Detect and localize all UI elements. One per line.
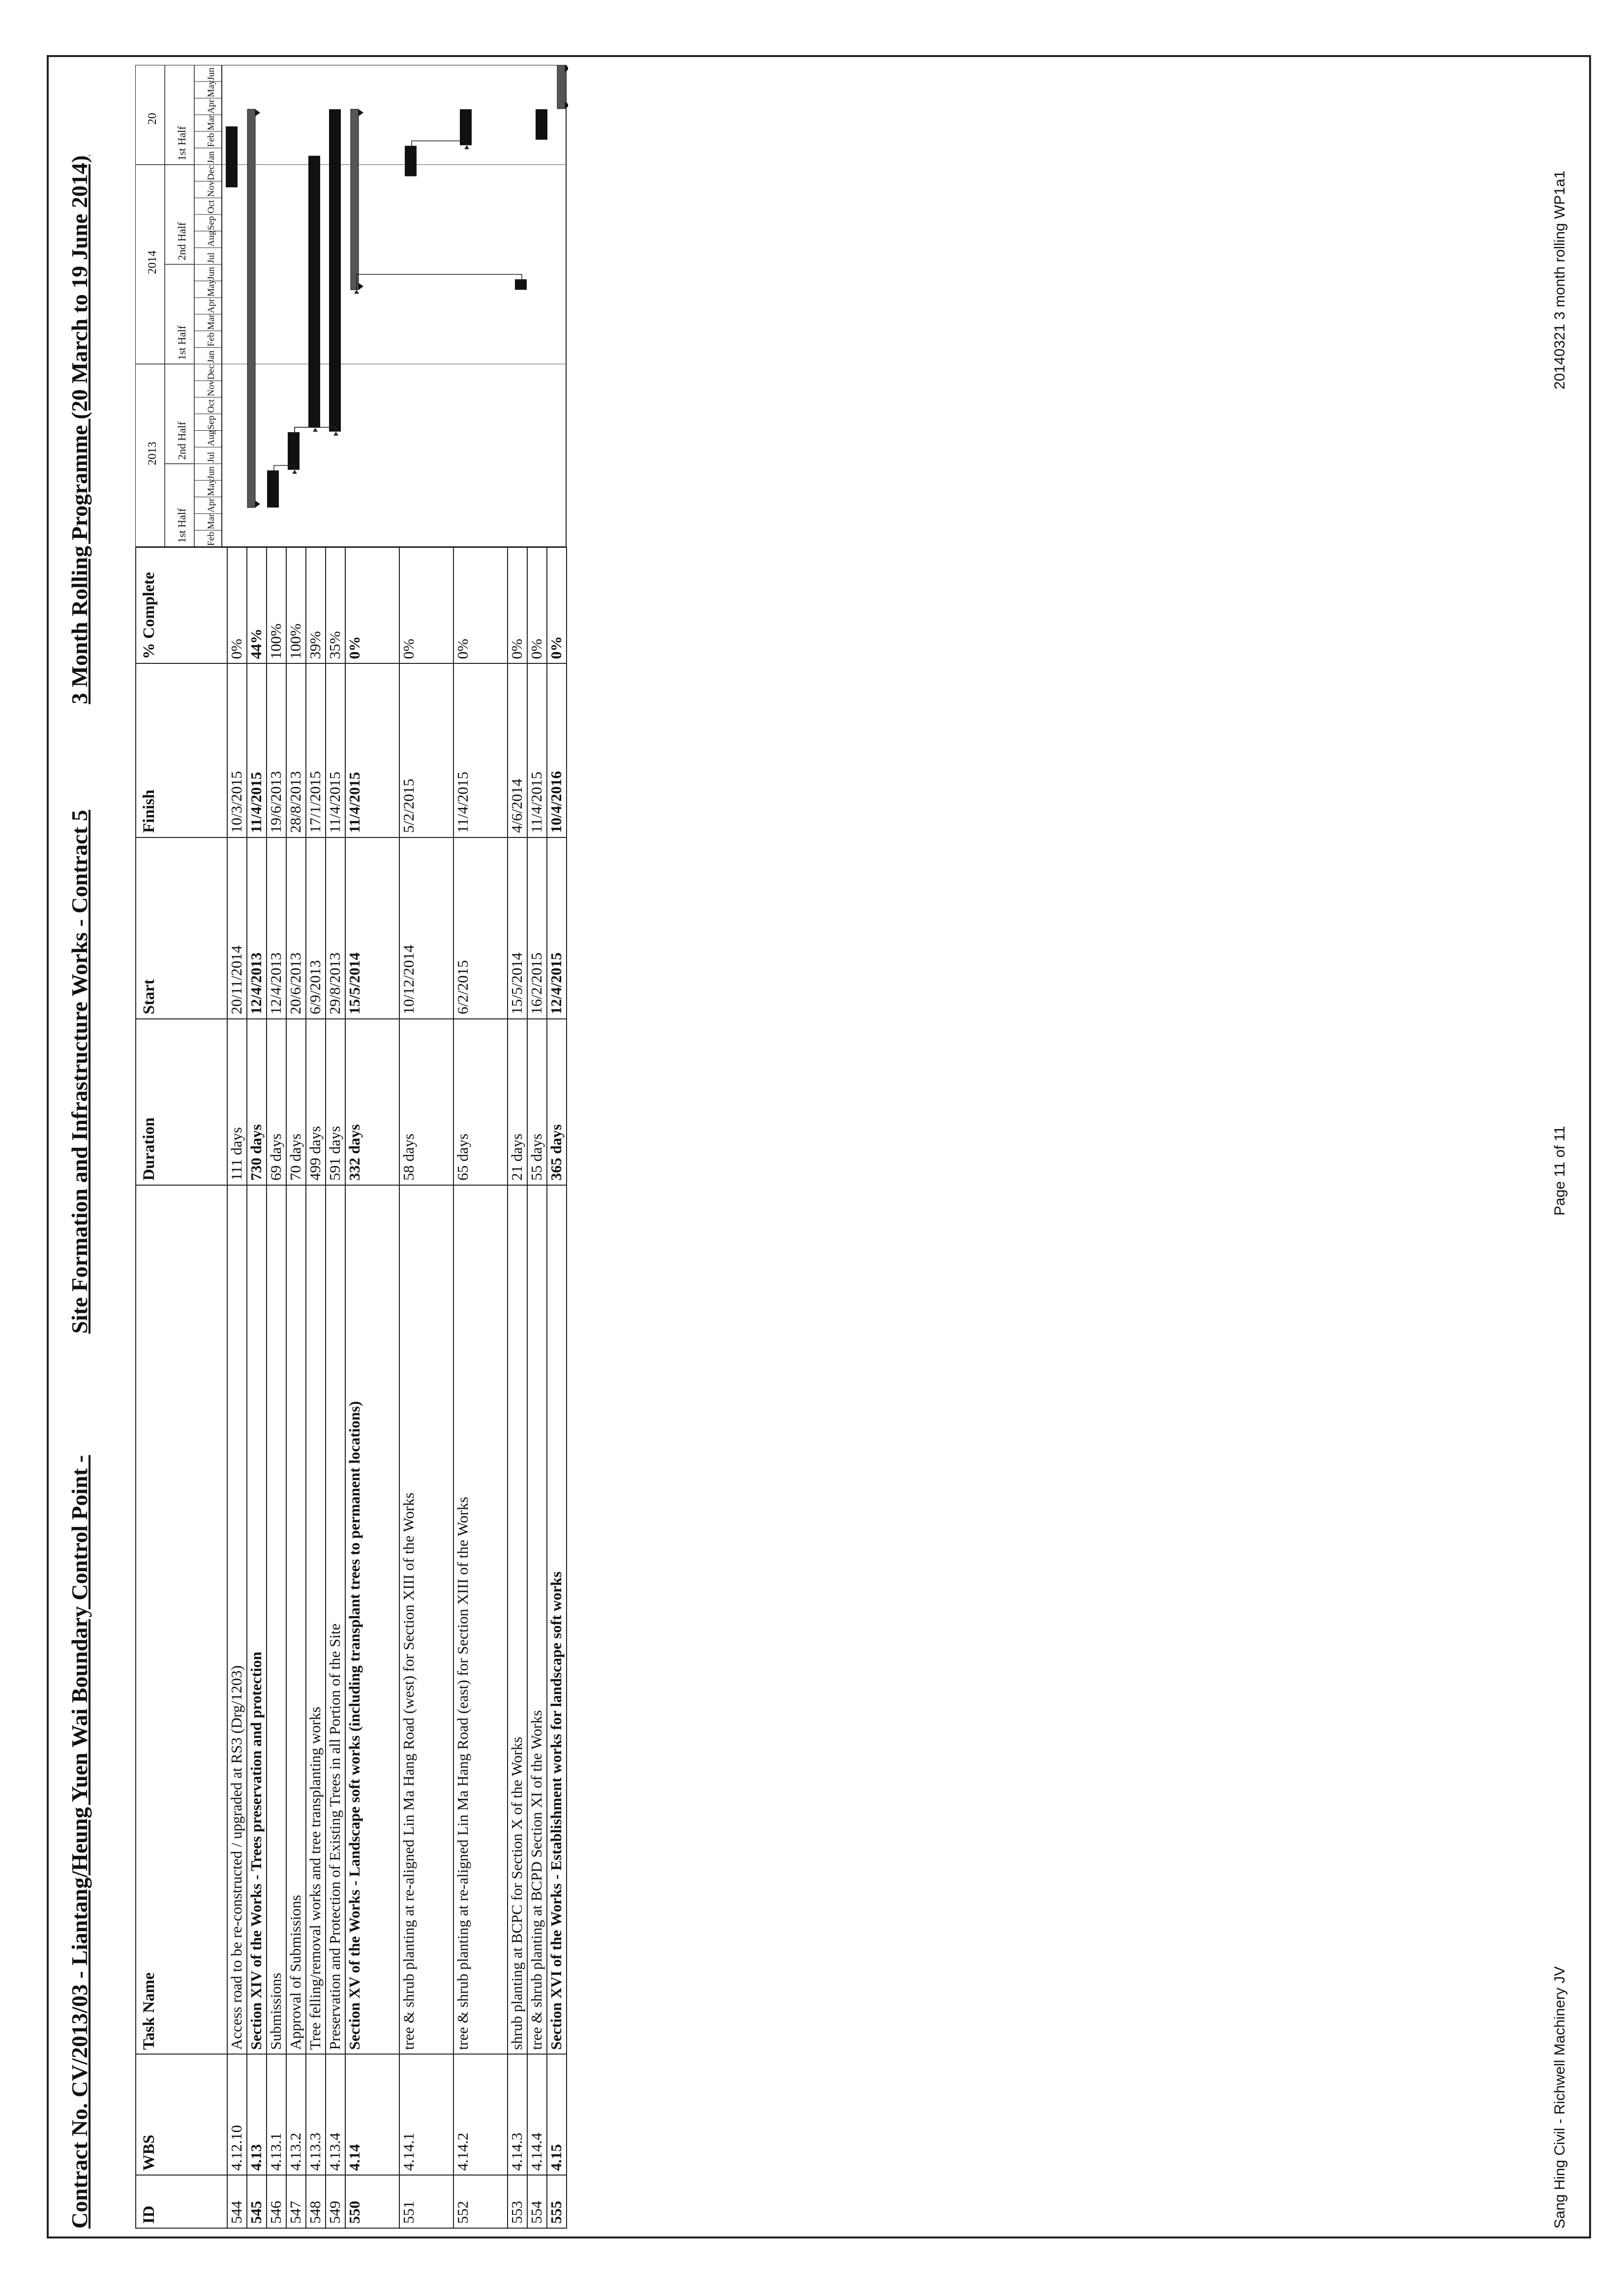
col-wbs: WBS — [136, 2054, 227, 2175]
month-label: Jun — [206, 67, 216, 81]
table-row — [267, 547, 286, 2228]
month-label: Jul — [206, 252, 216, 264]
task-bar — [329, 109, 341, 432]
cell-complete: 0% — [453, 547, 508, 663]
summary-start-marker — [255, 501, 260, 507]
cell-name: Section XVI of the Works - Establishment works for landscape soft works — [547, 1185, 567, 2055]
footer-page-number: Page 11 of 11 — [1552, 1126, 1568, 1216]
dependency-link — [295, 427, 315, 432]
month-label: Apr — [206, 298, 216, 313]
col-finish: Finish — [136, 663, 227, 837]
cell-duration: 730 days — [247, 1019, 267, 1185]
month-label: Dec — [206, 364, 216, 380]
cell-duration: 69 days — [267, 1019, 286, 1185]
dependency-link — [357, 274, 522, 290]
cell-name: tree & shrub planting at BCPD Section XI of the Works — [527, 1185, 547, 2055]
cell-wbs: 4.13.3 — [306, 2054, 326, 2175]
dependency-arrow — [313, 428, 318, 432]
task-table-body — [227, 547, 567, 2228]
cell-id: 550 — [345, 2175, 399, 2228]
cell-id: 545 — [247, 2175, 267, 2228]
month-label: Nov — [206, 380, 216, 396]
year-label: 2014 — [146, 250, 159, 274]
half-label: 1st Half — [176, 126, 188, 161]
dependency-arrow — [333, 432, 338, 436]
col-duration: Duration — [136, 1019, 227, 1185]
cell-wbs: 4.14.3 — [508, 2054, 527, 2175]
cell-wbs: 4.15 — [547, 2054, 567, 2175]
cell-complete: 0% — [527, 547, 547, 663]
task-bar — [267, 471, 279, 507]
col-start: Start — [136, 837, 227, 1019]
month-label: Feb — [206, 332, 216, 347]
cell-start: 16/2/2015 — [527, 837, 547, 1019]
cell-id: 546 — [267, 2175, 286, 2228]
cell-start: 20/6/2013 — [286, 837, 306, 1019]
cell-duration: 65 days — [453, 1019, 508, 1185]
cell-duration: 499 days — [306, 1019, 326, 1185]
cell-id: 547 — [286, 2175, 306, 2228]
month-label: May — [206, 478, 216, 496]
cell-finish: 11/4/2015 — [453, 663, 508, 837]
cell-start: 6/9/2013 — [306, 837, 326, 1019]
table-row — [453, 547, 508, 2228]
cell-name: Tree felling/removal works and tree transplanting works — [306, 1185, 326, 2055]
cell-complete: 39% — [306, 547, 326, 663]
month-label: Oct — [206, 200, 216, 214]
half-label: 1st Half — [176, 326, 188, 360]
month-label: Mar — [206, 314, 216, 330]
cell-wbs: 4.14 — [345, 2054, 399, 2175]
footer-company: Sang Hing Civil - Richwell Machinery JV — [1552, 1966, 1568, 2229]
table-row — [247, 547, 267, 2228]
gantt-chart — [135, 65, 568, 547]
cell-id: 554 — [527, 2175, 547, 2228]
cell-complete: 100% — [267, 547, 286, 663]
task-bar — [536, 109, 547, 140]
task-bar — [460, 109, 472, 145]
title-contract: Contract No. CV/2013/03 - Liantang/Heung Yuen Wai Boundary Control Point - — [67, 1455, 92, 2229]
cell-wbs: 4.14.4 — [527, 2054, 547, 2175]
task-bar — [288, 432, 300, 470]
cell-name: Submissions — [267, 1185, 286, 2055]
month-label: May — [206, 279, 216, 297]
cell-wbs: 4.14.1 — [399, 2054, 453, 2175]
cell-start: 12/4/2013 — [247, 837, 267, 1019]
cell-finish: 28/8/2013 — [286, 663, 306, 837]
half-label: 1st Half — [176, 508, 188, 543]
footer-file-name: 20140321 3 month rolling WP1a1 — [1552, 170, 1568, 389]
dependency-arrow — [464, 145, 469, 149]
cell-wbs: 4.14.2 — [453, 2054, 508, 2175]
summary-bar — [247, 109, 255, 507]
month-label: Aug — [206, 430, 216, 447]
cell-complete: 0% — [399, 547, 453, 663]
cell-duration: 58 days — [399, 1019, 453, 1185]
cell-duration: 332 days — [345, 1019, 399, 1185]
cell-wbs: 4.13.1 — [267, 2054, 286, 2175]
month-label: Sep — [206, 216, 216, 230]
task-table — [135, 547, 567, 2229]
cell-wbs: 4.12.10 — [227, 2054, 247, 2175]
title-works: Site Formation and Infrastructure Works - Contract 5 — [67, 809, 92, 1334]
cell-duration: 21 days — [508, 1019, 527, 1185]
cell-id: 549 — [326, 2175, 345, 2228]
summary-end-marker — [255, 109, 260, 116]
cell-start: 12/4/2013 — [267, 837, 286, 1019]
cell-id: 548 — [306, 2175, 326, 2228]
table-row — [527, 547, 547, 2228]
month-label: Feb — [206, 532, 216, 546]
cell-id: 553 — [508, 2175, 527, 2228]
cell-finish: 11/4/2015 — [247, 663, 267, 837]
cell-start: 6/2/2015 — [453, 837, 508, 1019]
cell-name: Approval of Submissions — [286, 1185, 306, 2055]
cell-complete: 44% — [247, 547, 267, 663]
half-label: 2nd Half — [176, 222, 188, 261]
task-bar — [226, 126, 238, 187]
table-row — [227, 547, 247, 2228]
cell-duration: 55 days — [527, 1019, 547, 1185]
table-row — [345, 547, 399, 2228]
cell-finish: 19/6/2013 — [267, 663, 286, 837]
col-complete: % Complete — [136, 547, 227, 663]
month-label: Jun — [206, 466, 216, 479]
cell-start: 29/8/2013 — [326, 837, 345, 1019]
year-label: 2013 — [146, 442, 159, 466]
cell-name: Preservation and Protection of Existing Trees in all Portion of the Site — [326, 1185, 345, 2055]
cell-start: 12/4/2015 — [547, 837, 567, 1019]
table-row — [508, 547, 527, 2228]
month-label: Jul — [206, 451, 216, 463]
dependency-link — [412, 141, 467, 146]
dependency-arrow — [292, 470, 297, 474]
month-label: Nov — [206, 180, 216, 197]
month-label: Mar — [206, 115, 216, 131]
cell-start: 10/12/2014 — [399, 837, 453, 1019]
cell-name: shrub planting at BCPC for Section X of the Works — [508, 1185, 527, 2055]
cell-wbs: 4.13 — [247, 2054, 267, 2175]
table-row — [286, 547, 306, 2228]
dependency-arrow — [354, 290, 359, 294]
cell-finish: 5/2/2015 — [399, 663, 453, 837]
col-task-name: Task Name — [136, 1185, 227, 2055]
cell-complete: 0% — [227, 547, 247, 663]
month-label: Aug — [206, 230, 216, 247]
cell-id: 551 — [399, 2175, 453, 2228]
summary-start-marker — [359, 283, 363, 290]
task-bar — [405, 146, 417, 176]
cell-finish: 17/1/2015 — [306, 663, 326, 837]
cell-name: tree & shrub planting at re-aligned Lin Ma Hang Road (west) for Section XIII of the Works — [399, 1185, 453, 2055]
month-label: Apr — [206, 498, 216, 513]
cell-wbs: 4.13.4 — [326, 2054, 345, 2175]
table-row — [306, 547, 326, 2228]
cell-finish: 11/4/2015 — [345, 663, 399, 837]
cell-id: 544 — [227, 2175, 247, 2228]
month-label: May — [206, 80, 216, 97]
year-label: 20 — [146, 113, 159, 125]
cell-name: Access road to be re-constructed / upgraded at RS3 (Drg/1203) — [227, 1185, 247, 2055]
month-label: Dec — [206, 165, 216, 180]
table-header-row — [136, 547, 227, 2228]
task-bar — [308, 156, 320, 428]
rotated-programme-sheet — [47, 55, 1591, 2238]
cell-complete: 0% — [508, 547, 527, 663]
cell-duration: 70 days — [286, 1019, 306, 1185]
cell-finish: 11/4/2015 — [527, 663, 547, 837]
cell-finish: 10/3/2015 — [227, 663, 247, 837]
half-label: 2nd Half — [176, 421, 188, 460]
task-bar — [515, 279, 527, 290]
summary-end-marker — [359, 109, 363, 116]
cell-start: 15/5/2014 — [508, 837, 527, 1019]
cell-complete: 0% — [345, 547, 399, 663]
cell-name: Section XIV of the Works - Trees preservation and protection — [247, 1185, 267, 2055]
summary-bar — [351, 109, 359, 290]
month-label: Jan — [206, 350, 216, 363]
cell-complete: 0% — [547, 547, 567, 663]
cell-id: 555 — [547, 2175, 567, 2228]
cell-finish: 4/6/2014 — [508, 663, 527, 837]
cell-name: tree & shrub planting at re-aligned Lin Ma Hang Road (east) for Section XIII of the Works — [453, 1185, 508, 2055]
cell-duration: 591 days — [326, 1019, 345, 1185]
month-label: Jan — [206, 151, 216, 164]
col-id: ID — [136, 2175, 227, 2228]
title-programme: 3 Month Rolling Programme (20 March to 19 June 2014) — [67, 155, 92, 704]
table-row — [399, 547, 453, 2228]
cell-id: 552 — [453, 2175, 508, 2228]
cell-start: 15/5/2014 — [345, 837, 399, 1019]
cell-name: Section XV of the Works - Landscape soft works (including transplant trees to permanent locations) — [345, 1185, 399, 2055]
cell-duration: 111 days — [227, 1019, 247, 1185]
cell-finish: 10/4/2016 — [547, 663, 567, 837]
month-label: Oct — [206, 399, 216, 413]
month-label: Apr — [206, 99, 216, 114]
cell-complete: 35% — [326, 547, 345, 663]
table-row — [547, 547, 567, 2228]
cell-finish: 11/4/2015 — [326, 663, 345, 837]
summary-end-marker — [565, 65, 568, 72]
cell-wbs: 4.13.2 — [286, 2054, 306, 2175]
cell-complete: 100% — [286, 547, 306, 663]
cell-duration: 365 days — [547, 1019, 567, 1185]
month-label: Mar — [206, 513, 216, 530]
summary-bar — [557, 65, 565, 109]
month-label: Feb — [206, 133, 216, 147]
month-label: Jun — [206, 267, 216, 280]
table-row — [326, 547, 345, 2228]
cell-start: 20/11/2014 — [227, 837, 247, 1019]
month-label: Sep — [206, 415, 216, 430]
